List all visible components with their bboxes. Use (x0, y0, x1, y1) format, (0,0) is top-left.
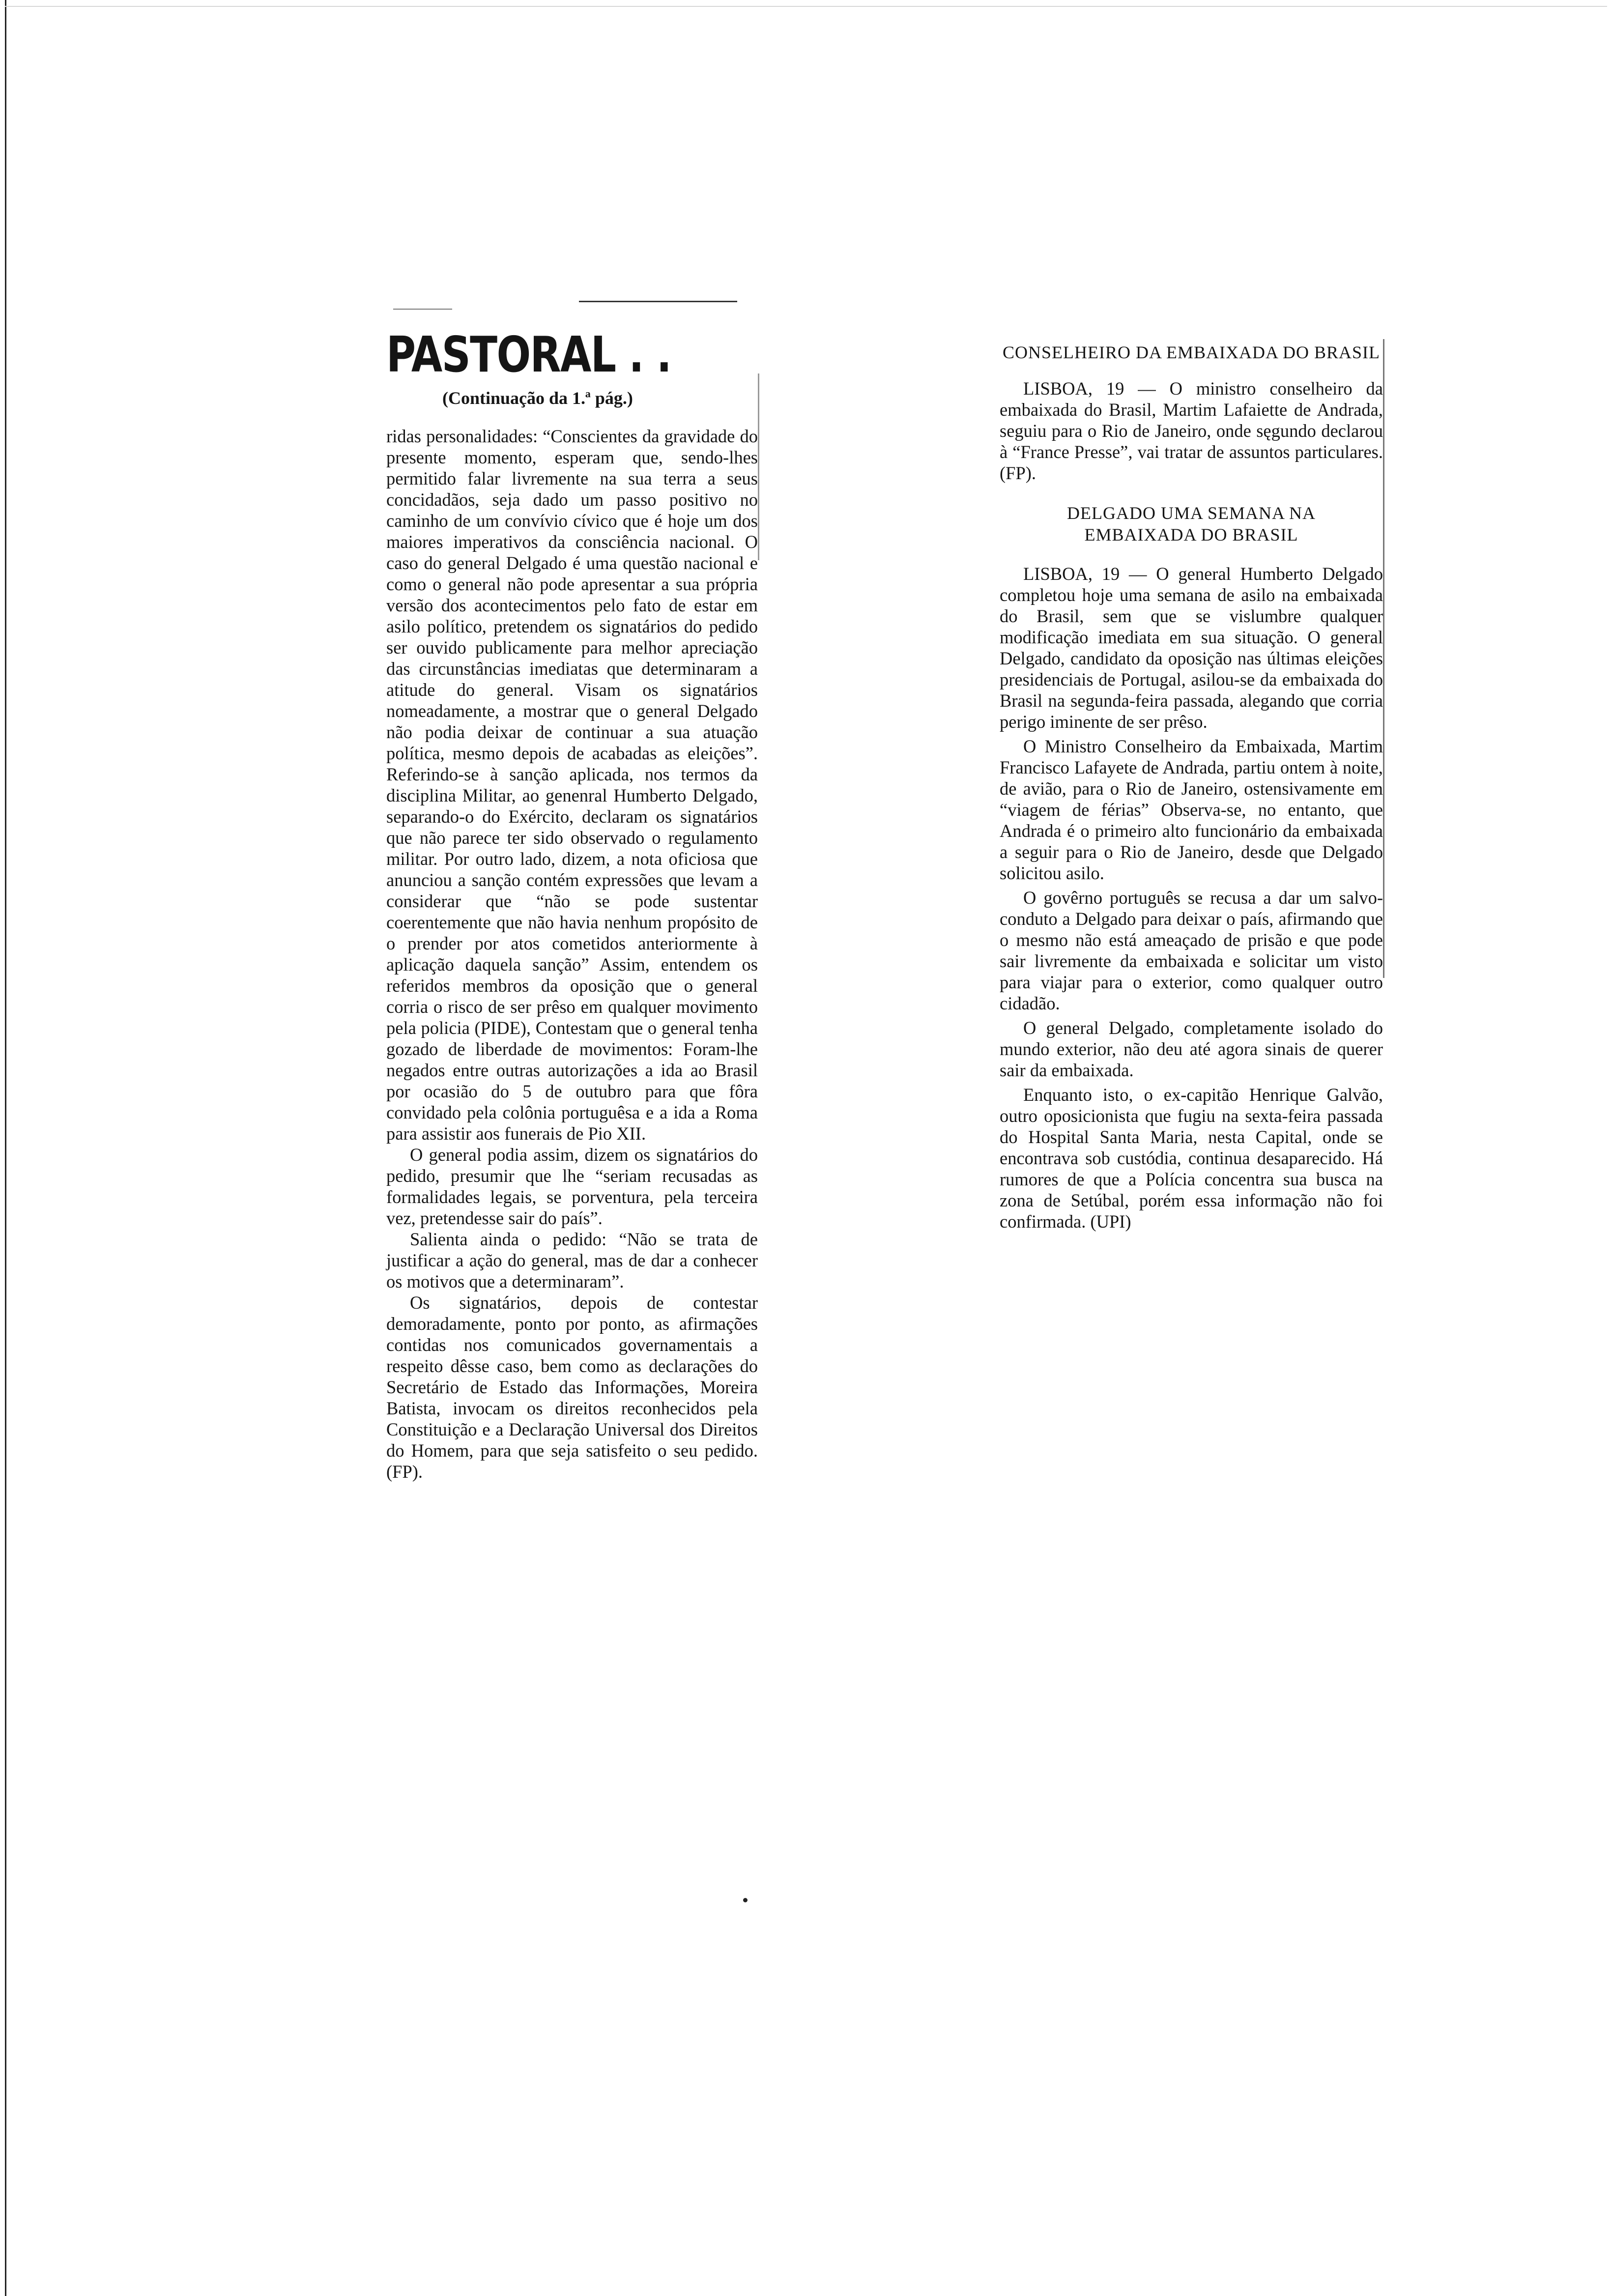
article-title: PASTORAL . . (386, 326, 671, 383)
clipping-top-rule (579, 301, 737, 302)
article-paragraph: ridas personalidades: “Conscientes da gravidade do presente momento, esperam que, sendo-lhes permitido falar livremente na sua terra a seus concidadãos, seja dado um passo positivo no caminho de um convívio cívico que é hoje um dos maiores imperativos da consciência nacional. O caso do general Delgado é uma questão nacional e como o general não pode apresentar a sua própria versão dos acontecimentos pelo fato de estar em asilo político, pretendem os signatários do pedido ser ouvido publicamente para melhor apreciação das circunstâncias imediatas que determinaram a atitude do general. Visam os signatários nomeadamente, a mostrar que o general Delgado não podia deixar de continuar a sua atuação política, mesmo depois de acabadas as eleições”. Referindo-se à sanção aplicada, nos termos da disciplina Militar, ao genenral Humberto Delgado, separando-o do Exército, declaram os signatários que não parece ter sido observado o regulamento militar. Por outro lado, dizem, a nota oficiosa que anunciou a sanção contém expressões que levam a considerar que “não se pode sustentar coerentemente que não havia nenhum propósito de o prender por atos cometidos anteriormente à aplicação daquela sanção” Assim, entendem os referidos membros da oposição que o general corria o risco de ser prêso em qualquer movimento pela policia (PIDE), Contestam que o general tenha gozado de liberdade de movimentos: Foram-lhe negados entre outras autorizações a ida ao Brasil por ocasião do 5 de outubro para que fôra convidado pela colônia portuguêsa e a ida a Roma para assistir aos funerais de Pio XII. (386, 426, 758, 1144)
clipping-edge-mark (1383, 339, 1384, 978)
left-article-column (386, 426, 758, 1482)
article-headline: CONSELHEIRO DA EMBAIXADA DO BRASIL (1002, 343, 1381, 362)
article-paragraph: O govêrno português se recusa a dar um salvo-conduto a Delgado para deixar o país, afirmando que o mesmo não está ameaçado de prisão e que pode sair livremente da embaixada e solicitar um visto para viajar para o exterior, como qualquer outro cidadão. (1000, 888, 1383, 1013)
stray-ink-dot (743, 1898, 748, 1902)
article-paragraph: O general podia assim, dizem os signatários do pedido, presumir que lhe “seriam recusadas as formalidades legais, se porventura, pela terceira vez, pretendesse sair do país”. (386, 1145, 758, 1228)
page-left-border (5, 0, 6, 2296)
article-paragraph: Salienta ainda o pedido: “Não se trata de justificar a ação do general, mas de dar a conhecer os motivos que a determinaram”. (386, 1229, 758, 1292)
article-paragraph: Os signatários, depois de contestar demoradamente, ponto por ponto, as afirmações contidas nos comunicados governamentais a respeito dêsse caso, bem como as declarações do Secretário de Estado das Informações, Moreira Batista, invocam os direitos reconhecidos pela Constituição e a Declaração Universal dos Direitos do Homem, para que seja satisfeito o seu pedido. (FP). (386, 1292, 758, 1482)
right-article-column (1000, 343, 1383, 1235)
article-headline: DELGADO UMA SEMANA NA EMBAIXADA DO BRASIL (1066, 503, 1316, 545)
page-top-border (5, 6, 1607, 7)
clipping-edge-mark (758, 373, 759, 560)
article-paragraph: Enquanto isto, o ex-capitão Henrique Galvão, outro oposicionista que fugiu na sexta-feira passada do Hospital Santa Maria, nesta Capital, onde se encontrava sob custódia, continua desaparecido. Há rumores de que a Polícia concentra sua busca na zona de Setúbal, porém essa informação não foi confirmada. (UPI) (1000, 1085, 1383, 1232)
article-paragraph: LISBOA, 19 — O ministro conselheiro da embaixada do Brasil, Martim Lafaiette de Andrada, seguiu para o Rio de Janeiro, onde sęgundo declarou à “France Presse”, vai tratar de assuntos particulares. (FP). (1000, 378, 1383, 483)
article-paragraph: LISBOA, 19 — O general Humberto Delgado completou hoje uma semana de asilo na embaixada do Brasil, sem que se vislumbre qualquer modificação imediata em sua situação. O general Delgado, candidato da oposição nas últimas eleições presidenciais de Portugal, asilou-se da embaixada do Brasil na segunda-feira passada, alegando que corria perigo iminente de ser prêso. (1000, 564, 1383, 732)
article-subtitle: (Continuação da 1.ª pág.) (442, 388, 633, 408)
clipping-top-rule-short (393, 309, 452, 310)
article-paragraph: O Ministro Conselheiro da Embaixada, Martim Francisco Lafayete de Andrada, partiu ontem à noite, de avião, para o Rio de Janeiro, ostensivamente em “viagem de férias” Observa-se, no entanto, que Andrada é o primeiro alto funcionário da embaixada a seguir para o Rio de Janeiro, desde que Delgado solicitou asilo. (1000, 736, 1383, 883)
article-paragraph: O general Delgado, completamente isolado do mundo exterior, não deu até agora sinais de querer sair da embaixada. (1000, 1018, 1383, 1080)
